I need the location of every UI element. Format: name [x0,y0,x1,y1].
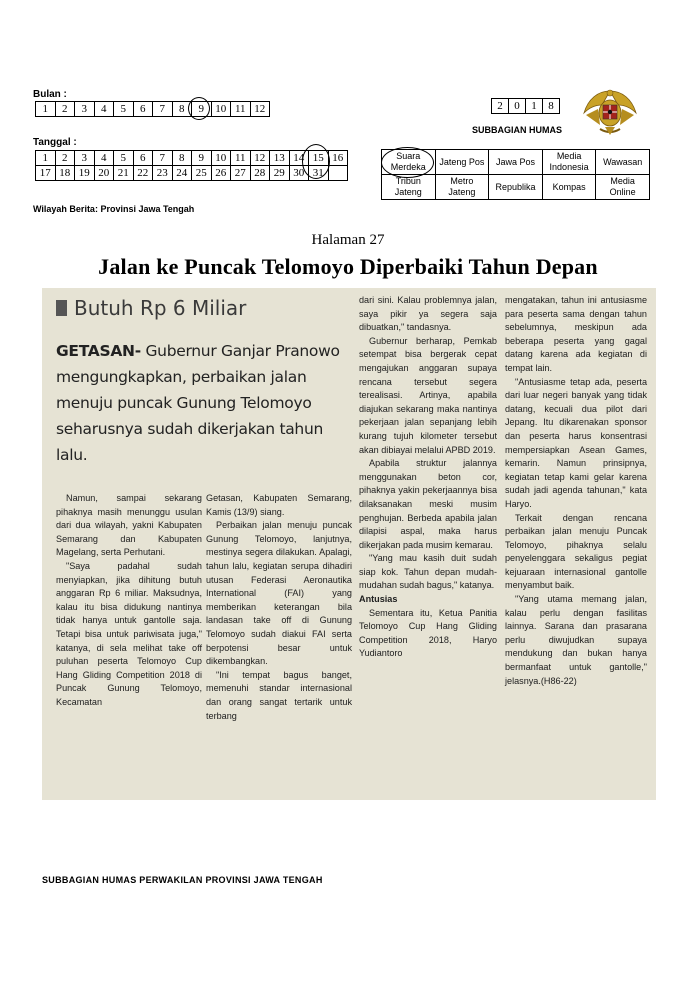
column-4 [505,294,647,688]
month-cell: 9 [192,102,212,117]
date-cell: 2 [55,151,75,166]
media-cell: Kompas [542,175,596,200]
col3-para: dari sini. Kalau problemnya jalan, saya pikir ya segera saja dibuatkan," tandasnya. [359,295,497,333]
month-cell: 6 [133,102,153,117]
bulan-label: Bulan : [33,89,67,100]
date-cell: 17 [36,166,56,181]
date-cell: 12 [250,151,270,166]
date-cell: 1 [36,151,56,166]
date-cell: 6 [133,151,153,166]
date-cell: 30 [289,166,309,181]
col3-para: Sementara itu, Ketua Panitia Telomoyo Cup Hang Gliding Competition 2018, Haryo Yudiantoro [359,607,497,659]
date-cell: 11 [231,151,251,166]
col1-para: Namun, sampai sekarang pihaknya masih menunggu usulan dari dua wilayah, yakni Kabupaten Semarang dan Kabupaten Magelang, serta Perhutani. [56,493,202,558]
month-cell: 12 [250,102,270,117]
media-cell: Media Indonesia [542,150,596,175]
media-cell: Jawa Pos [489,150,543,175]
tanggal-label: Tanggal : [33,137,77,148]
col2-para: Getasan, Kabupaten Semarang, Kamis (13/9) siang. [206,493,352,517]
lead-paragraph [56,338,356,468]
month-cell: 1 [36,102,56,117]
news-clipping [42,288,656,800]
year-table [491,98,560,114]
date-cell: 3 [75,151,95,166]
footer-text: SUBBAGIAN HUMAS PERWAKILAN PROVINSI JAWA TENGAH [42,875,323,885]
media-cell: Wawasan [596,150,650,175]
year-digit-cell: 2 [492,99,509,114]
month-cell: 7 [153,102,173,117]
column-3 [359,294,497,661]
col4-para: "Yang utama memang jalan, kalau perlu dengan fasilitas lainnya. Sarana dan prasarana perlu diwujudkan supaya mendukung dan bukan hanya bermanfaat untuk gantolle," jelasnya.(H86-22) [505,594,647,686]
date-cell: 27 [231,166,251,181]
date-cell: 23 [153,166,173,181]
date-cell: 5 [114,151,134,166]
garuda-emblem-icon [578,85,642,141]
date-cell: 4 [94,151,114,166]
lead-text: Gubernur Ganjar Pranowo mengungkapkan, perbaikan jalan menuju puncak Gunung Telomoyo seharusnya sudah dikerjakan tahun lalu. [56,342,340,464]
month-cell: 10 [211,102,231,117]
date-cell: 25 [192,166,212,181]
date-cell: 18 [55,166,75,181]
media-cell: Tribun Jateng [382,175,436,200]
media-table [381,149,650,200]
page-number: Halaman 27 [311,232,385,248]
kicker [56,296,246,320]
subbagian-label: SUBBAGIAN HUMAS [472,125,562,135]
headline: Jalan ke Puncak Telomoyo Diperbaiki Tahun Depan [98,254,598,279]
month-cell: 4 [94,102,114,117]
date-cell: 24 [172,166,192,181]
col3-para: Apabila struktur jalannya menggunakan beton cor, pihaknya yakin pekerjaannya bisa dilaksanakan meski musim penghujan. Berbeda apabila jalan dilapisi aspal, maka harus dikerjakan pada musim kemarau. [359,458,497,550]
year-digit-cell: 1 [526,99,543,114]
date-cell: 26 [211,166,231,181]
date-cell: 21 [114,166,134,181]
kicker-square-icon [56,300,67,316]
date-cell: 19 [75,166,95,181]
col1-para: "Saya padahal sudah menyiapkan, jika dihitung butuh anggaran Rp 6 miliar. Maksudnya, kalau itu bisa didukung nantinya tidak hanya untuk gantolle saja. Tetapi bisa untuk pariwisata juga," katanya, di sela melihat take off puluhan peserta Telomoyo Cup Hang Gliding Competition 2018 di Puncak Gunung Telomoyo, Kecamatan [56,560,202,707]
month-cell: 11 [231,102,251,117]
date-cell: 31 [309,166,329,181]
month-cell: 5 [114,102,134,117]
date-cell: 29 [270,166,290,181]
wilayah-label: Wilayah Berita: Provinsi Jawa Tengah [33,204,195,214]
month-cell: 8 [172,102,192,117]
column-2 [206,492,352,723]
kicker-text: Butuh Rp 6 Miliar [74,296,247,320]
date-cell [328,166,348,181]
media-cell: Metro Jateng [435,175,489,200]
date-cell: 15 [309,151,329,166]
date-cell: 13 [270,151,290,166]
col3-para: "Yang mau kasih duit sudah siap kok. Tahun depan mudah-mudahan sudah bagus," katanya. [359,553,497,591]
col3-para: Gubernur berharap, Pemkab setempat bisa bergerak cepat mengajukan anggaran supaya rencana tersebut segera terealisasi. Artinya, apabila diajukan sekarang maka nantinya pekerjaan jalan sepanjang lebih kurang tujuh kilometer tersebut akan dibiayai melalui APBD 2019. [359,335,497,455]
date-cell: 9 [192,151,212,166]
col2-para: "Ini tempat bagus banget, memenuhi standar internasional dan orang sangat tertarik untuk terbang [206,669,352,721]
date-cell: 16 [328,151,348,166]
media-cell: Jateng Pos [435,150,489,175]
date-cell: 8 [172,151,192,166]
date-cell: 20 [94,166,114,181]
media-cell: Media Online [596,175,650,200]
media-cell: Suara Merdeka [382,150,436,175]
date-cell: 10 [211,151,231,166]
date-cell: 7 [153,151,173,166]
date-table [35,150,348,181]
year-digit-cell: 8 [543,99,560,114]
date-cell: 28 [250,166,270,181]
year-digit-cell: 0 [509,99,526,114]
column-1 [56,492,202,710]
date-cell: 14 [289,151,309,166]
month-table [35,101,270,117]
lead-place: GETASAN- [56,342,141,360]
month-cell: 2 [55,102,75,117]
month-cell: 3 [75,102,95,117]
col4-para: "Antusiasme tetap ada, peserta dari luar negeri banyak yang tidak datang, kecuali dua pilot dari Jepang. Itu dikarenakan sponsor dan peserta harus konsentrasi mempersiapkan Asean Games, kemarin. Namun prinsipnya, kegiatan tetap kami gelar karena sudah jadi agenda tahunan," kata Haryo. [505,376,647,509]
media-cell: Republika [489,175,543,200]
date-cell: 22 [133,166,153,181]
col3-subheading: Antusias [359,594,398,605]
col4-para: mengatakan, tahun ini antusiasme para peserta sama dengan tahun sebelumnya, meskipun ada beberapa peserta yang gagal datang karena ada kegiatan di tempat lain. [505,295,647,373]
col2-para: Perbaikan jalan menuju puncak Gunung Telomoyo, lanjutnya, mestinya segera dilakukan. Apalagi, tahun lalu, kegiatan serupa dihadiri utusan Federasi Aeronautika International (FAI) yang memberikan keterangan bila landasan take off di Gunung Telomoyo sudah diakui FAI serta berpotensi besar untuk dikembangkan. [206,520,352,667]
col4-para: Terkait dengan rencana perbaikan jalan menuju Puncak Telomoyo, pihaknya selalu penyelenggara sekaligus pegiat kejuaraan internasional gantolle menyambut baik. [505,512,647,591]
